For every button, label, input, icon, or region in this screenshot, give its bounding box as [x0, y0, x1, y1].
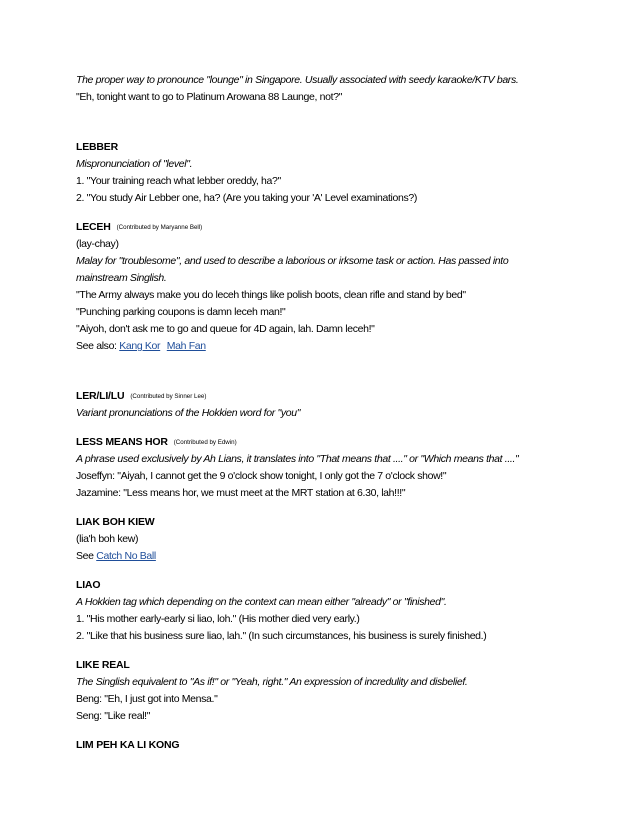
- lounge-definition: The proper way to pronounce "lounge" in Singapore. Usually associated with seedy karaoke/KTV bars.: [76, 74, 519, 86]
- link-mah-fan[interactable]: Mah Fan: [166, 340, 206, 352]
- entry-term-liao: LIAO: [76, 579, 101, 591]
- like-real-example-1: Beng: "Eh, I just got into Mensa.": [76, 693, 218, 705]
- entry-term-liak-boh-kiew: LIAK BOH KIEW: [76, 516, 155, 528]
- see-also-label: See also:: [76, 340, 117, 352]
- entry-heading-less-means-hor: [76, 434, 576, 451]
- entry-term-leceh: LECEH: [76, 221, 111, 233]
- liao-definition: A Hokkien tag which depending on the context can mean either "already" or "finished".: [76, 596, 447, 608]
- see-label: See: [76, 550, 94, 562]
- like-real-definition: The Singlish equivalent to "As if!" or "Yeah, right." An expression of incredulity and disbelief.: [76, 676, 468, 688]
- document-page: [76, 72, 576, 754]
- less-means-hor-example-1: Joseffyn: "Aiyah, I cannot get the 9 o'clock show tonight, I only got the 7 o'clock show!": [76, 470, 447, 482]
- link-catch-no-ball[interactable]: Catch No Ball: [96, 550, 156, 562]
- liao-example-2: 2. "Like that his business sure liao, lah." (In such circumstances, his business is surely finished.): [76, 630, 487, 642]
- leceh-definition-2: mainstream Singlish.: [76, 272, 167, 284]
- ler-li-lu-definition: Variant pronunciations of the Hokkien word for "you": [76, 407, 301, 419]
- lebber-example-2: 2. "You study Air Lebber one, ha? (Are you taking your 'A' Level examinations?): [76, 192, 418, 204]
- leceh-example-3: "Aiyoh, don't ask me to go and queue for 4D again, lah. Damn leceh!": [76, 323, 375, 335]
- entry-credit-less-means-hor: (Contributed by Edwin): [173, 439, 237, 446]
- lounge-example: "Eh, tonight want to go to Platinum Arowana 88 Launge, not?": [76, 91, 343, 103]
- leceh-pronunciation: (lay-chay): [76, 238, 119, 250]
- liak-boh-kiew-pronunciation: (lia'h boh kew): [76, 533, 139, 545]
- entry-credit-ler-li-lu: (Contributed by Sinner Lee): [130, 393, 207, 400]
- less-means-hor-definition: A phrase used exclusively by Ah Lians, it translates into "That means that ...." or "Which means that ....": [76, 453, 519, 465]
- liao-example-1: 1. "His mother early-early si liao, loh." (His mother died very early.): [76, 613, 360, 625]
- entry-term-ler-li-lu: LER/LI/LU: [76, 390, 125, 402]
- leceh-example-2: "Punching parking coupons is damn leceh man!": [76, 306, 286, 318]
- entry-credit-leceh: (Contributed by Maryanne Bell): [116, 224, 203, 231]
- entry-term-lebber: LEBBER: [76, 141, 118, 153]
- entry-term-lim-peh-ka-li-kong: LIM PEH KA LI KONG: [76, 739, 180, 751]
- less-means-hor-example-2: Jazamine: "Less means hor, we must meet at the MRT station at 6.30, lah!!!": [76, 487, 406, 499]
- lebber-example-1: 1. "Your training reach what lebber oreddy, ha?": [76, 175, 281, 187]
- entry-heading-leceh: [76, 219, 576, 236]
- lebber-definition: Mispronunciation of "level".: [76, 158, 193, 170]
- entry-heading-ler-li-lu: [76, 388, 576, 405]
- entry-term-like-real: LIKE REAL: [76, 659, 130, 671]
- link-kang-kor[interactable]: Kang Kor: [119, 340, 161, 352]
- liak-boh-kiew-see: [76, 548, 576, 565]
- leceh-example-1: "The Army always make you do leceh things like polish boots, clean rifle and stand by bed": [76, 289, 466, 301]
- leceh-definition-1: Malay for "troublesome", and used to describe a laborious or irksome task or action. Has passed into: [76, 255, 509, 267]
- leceh-see-also: [76, 338, 576, 355]
- entry-term-less-means-hor: LESS MEANS HOR: [76, 436, 168, 448]
- like-real-example-2: Seng: "Like real!": [76, 710, 151, 722]
